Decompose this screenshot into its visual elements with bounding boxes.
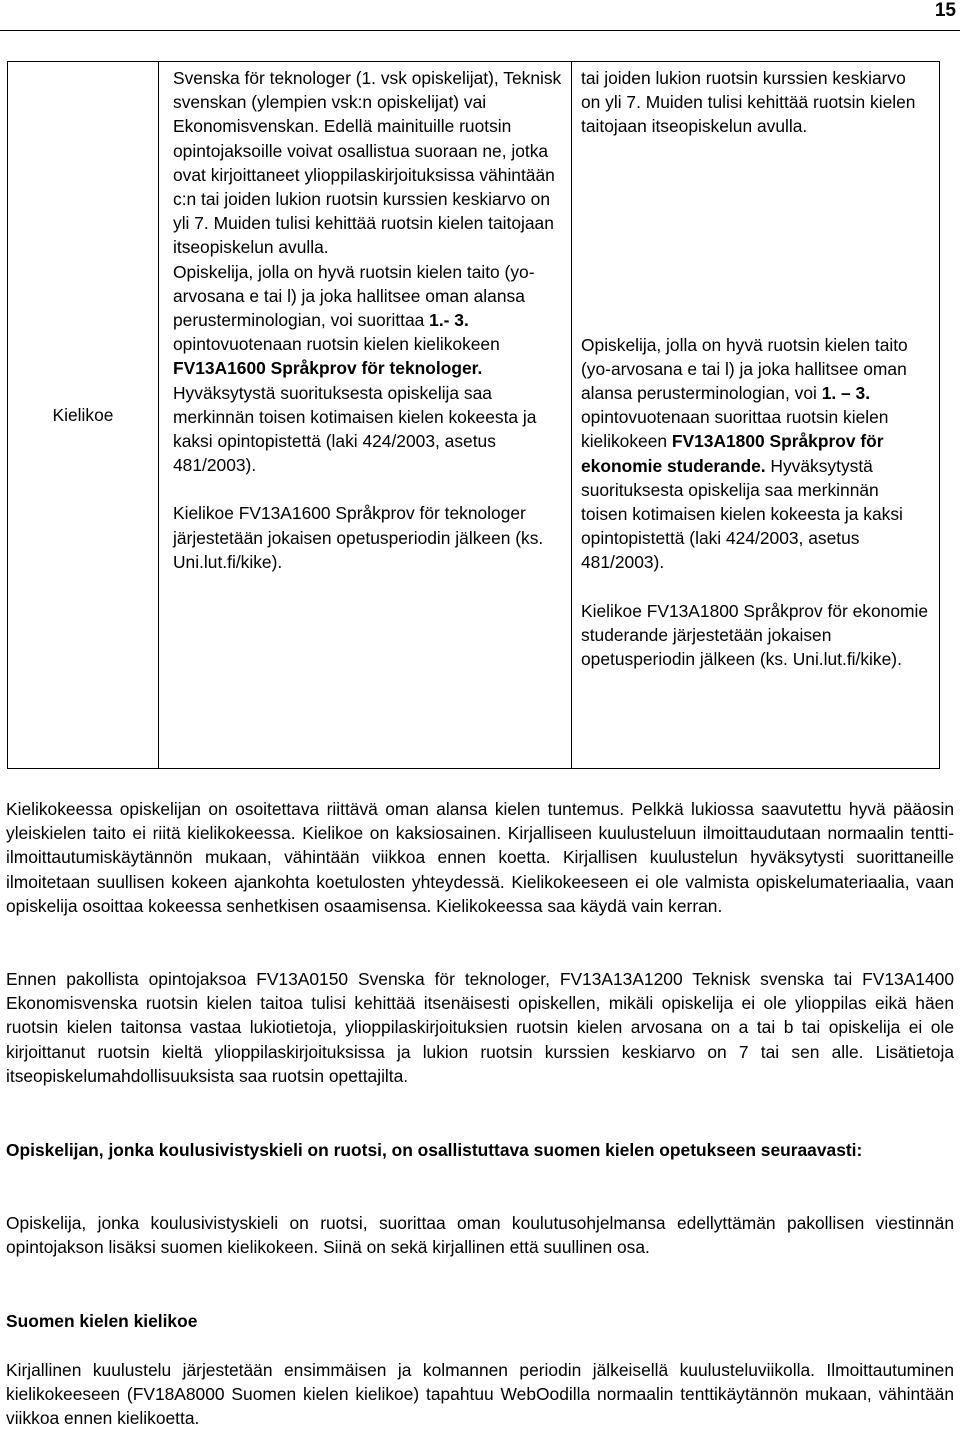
col1-p2-text: Opiskelija, jolla on hyvä ruotsin kielen taito (yo-arvosana e tai l) ja joka hallitsee oman alansa perusterminologian, voi suorittaa: [173, 261, 535, 331]
paragraph-text: Opiskelija, jonka koulusivistyskieli on ruotsi, suorittaa oman koulutusohjelmansa edellyttämän pakollisen viestinnän opintojakson lisäksi suomen kielikokeen. Siinä on sekä kirjallinen että suullinen osa.: [6, 1213, 954, 1258]
col2-p2-text: Opiskelija, jolla on hyvä ruotsin kielen taito (yo-arvosana e tai l) ja joka hallitsee oman alansa perusterminologian, voi: [581, 334, 908, 404]
col2-paragraph-3: Kielikoe FV13A1800 Språkprov för ekonomie studerande järjestetään jokaisen opetusperiodin jälkeen (ks. Uni.lut.fi/kike).: [581, 600, 929, 670]
language-exam-table: [7, 61, 940, 769]
col1-p2-text-2: opintovuotenaan ruotsin kielen kielikokeen: [173, 334, 500, 355]
paragraph-text: Kielikokeessa opiskelijan on osoitettava riittävä oman alansa kielen tuntemus. Pelkkä lukiossa saavutettu hyvä pääosin yleiskielen taito ei riitä kielikokeessa. Kielikoe on kaksiosainen. Kirjalliseen kuulusteluun ilmoittaudutaan normaalin tentti-ilmoittautumiskäytännön mukaan, vähintään viikkoa ennen koetta. Kirjallisen kuulustelun hyväksytysti suorittaneille ilmoitetaan suullisen kokeen ajankohta koetulosten yhteydessä. Kielikokeeseen ei ole valmista opiskelumateriaalia, vaan opiskelija osoittaa kokeessa senhetkisen osaamisensa. Kielikokeessa saa käydä vain kerran.: [6, 799, 954, 916]
body-paragraph-2: [6, 967, 954, 1088]
paragraph-text: Kirjallinen kuulustelu järjestetään ensimmäisen ja kolmannen periodin jälkeisellä kuulusteluviikolla. Ilmoittautuminen kielikokeeseen (FV18A8000 Suomen kielen kielikoe) tapahtuu WebOodilla normaalin tenttikäytännön mukaan, vähintään viikkoa ennen kielikoetta.: [6, 1360, 954, 1429]
section-heading-1: [6, 1138, 954, 1162]
heading-text: Opiskelijan, jonka koulusivistyskieli on ruotsi, on osallistuttava suomen kielen opetukseen seuraavasti:: [6, 1140, 863, 1160]
col1-years: 1.- 3.: [429, 310, 469, 331]
col1-paragraph-3: Kielikoe FV13A1600 Språkprov för teknologer järjestetään jokaisen opetusperiodin jälkeen (ks. Uni.lut.fi/kike).: [173, 503, 544, 572]
section-heading-2: [6, 1309, 954, 1333]
col1-p2-text-3: Hyväksytystä suorituksesta opiskelija saa merkinnän toisen kotimaisen kielen kokeesta ja kaksi opintopistettä (laki 424/2003, asetus 481/2003).: [173, 382, 537, 476]
col2-exam-code: FV13A1800 Språkprov för ekonomie studerande.: [581, 431, 884, 476]
col1-paragraph-2: [173, 260, 563, 478]
col2-intro: tai joiden lukion ruotsin kurssien keskiarvo on yli 7. Muiden tulisi kehittää ruotsin kielen taitojaan itseopiskelun avulla.: [581, 68, 916, 137]
row-label: Kielikoe: [8, 62, 159, 769]
body-paragraph-4: [6, 1358, 954, 1431]
page-number: 15: [934, 0, 956, 21]
col2-p2-text-2: opintovuotenaan suorittaa ruotsin kielen kielikokeen: [581, 407, 889, 452]
table-cell-col2: [572, 62, 940, 769]
body-paragraph-1: [6, 797, 954, 918]
col2-years: 1. – 3.: [821, 383, 871, 404]
col1-intro: Svenska för teknologer (1. vsk opiskelijat), Teknisk svenskan (ylempien vsk:n opiskelijat) vai Ekonomisvenskan. Edellä mainituille ruotsin opintojaksoille voivat osallistua suoraan ne, jotka ovat kirjoittaneet ylioppilaskirjoituksissa vähintään c:n tai joiden lukion ruotsin kurssien keskiarvo on yli 7. Muiden tulisi kehittää ruotsin kielen taitojaan itseopiskelun avulla.: [173, 68, 562, 258]
paragraph-text: Ennen pakollista opintojaksoa FV13A0150 Svenska för teknologer, FV13A13A1200 Teknisk svenska tai FV13A1400 Ekonomisvenska ruotsin kielen taitoa tulisi kehittää itsenäisesti opiskellen, mikäli opiskelija ei ole ylioppilas eikä häen ruotsin kielen taitonsa vastaa lukiotietoja, ylioppilaskirjoituksien ruotsin kielen arvosana on a tai b tai opiskelija ei ole kirjoittanut ruotsin kieltä ylioppilaskirjoituksissa ja lukion ruotsin kurssien keskiarvo on 7 tai sen alle. Lisätietoja itseopiskelumahdollisuuksista saa ruotsin opettajilta.: [6, 969, 954, 1086]
body-paragraph-3: [6, 1211, 954, 1259]
col2-p2-text-3: Hyväksytystä suorituksesta opiskelija saa merkinnän toisen kotimaisen kielen kokeesta ja kaksi opintopistettä (laki 424/2003, asetus 481/2003).: [581, 455, 903, 573]
col2-paragraph-2: [581, 333, 929, 575]
header-rule: [0, 30, 960, 31]
table-row: [8, 62, 940, 769]
table-cell-col1: [159, 62, 572, 769]
heading-text: Suomen kielen kielikoe: [6, 1311, 198, 1331]
col1-exam-code: FV13A1600 Språkprov för teknologer.: [173, 358, 483, 379]
